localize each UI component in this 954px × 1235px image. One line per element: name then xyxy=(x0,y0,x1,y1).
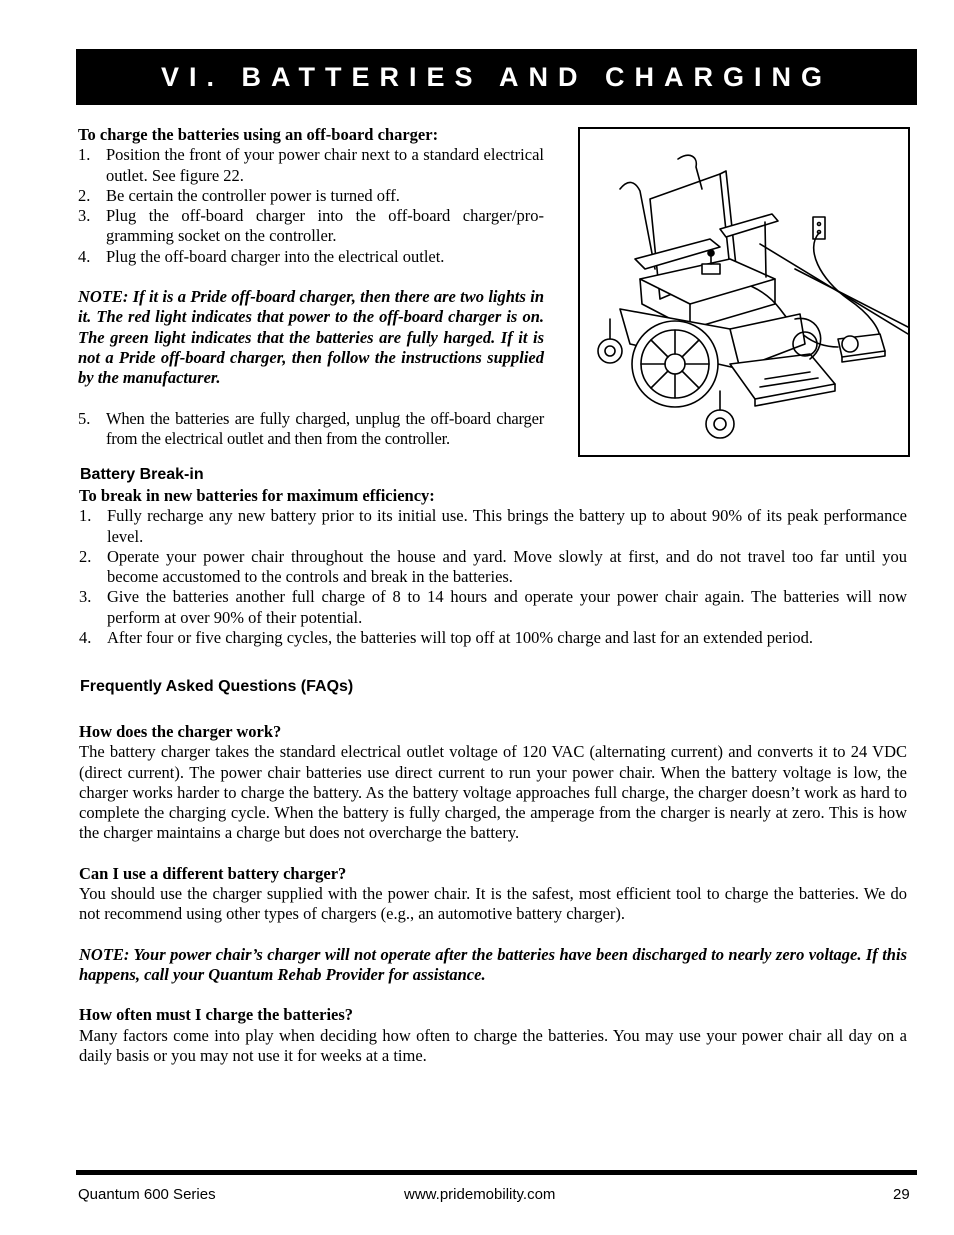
faq-question-3: How often must I charge the batteries? xyxy=(79,1005,354,1025)
list-item: 5. When the batteries are fully charged, unplug the off-board charger from the electrical outlet and then from the controller. xyxy=(78,408,544,448)
footer-website: www.pridemobility.com xyxy=(404,1186,556,1203)
power-chair-charging-figure xyxy=(578,127,910,457)
list-item: 1. Position the front of your power chair next to a standard electrical outlet. See figure 22. xyxy=(78,145,544,185)
faq-answer-3: Many factors come into play when deciding how often to charge the batteries. You may use your power chair all day on a daily basis or you may not use it for weeks at a time. xyxy=(79,1025,907,1065)
breakin-steps xyxy=(79,506,907,648)
breakin-section xyxy=(79,486,907,648)
list-item: 4. After four or five charging cycles, the batteries will top off at 100% charge and last for an extended period. xyxy=(79,628,814,648)
faq-question-1: How does the charger work? xyxy=(79,722,282,741)
offboard-step5 xyxy=(78,409,544,450)
power-chair-illustration xyxy=(580,129,908,455)
offboard-section xyxy=(78,125,544,449)
offboard-heading: To charge the batteries using an off-board charger: xyxy=(78,125,439,144)
list-item: 3. Give the batteries another full charge of 8 to 14 hours and operate your power chair again. The batteries will now perform at over 90% of their potential. xyxy=(79,587,907,627)
footer-series: Quantum 600 Series xyxy=(78,1186,216,1203)
faq-heading: Frequently Asked Questions (FAQs) xyxy=(80,678,354,695)
breakin-subheading: To break in new batteries for maximum efficiency: xyxy=(79,486,435,505)
breakin-heading: Battery Break-in xyxy=(80,466,204,483)
faq-question-2: Can I use a different battery charger? xyxy=(79,863,347,883)
faq-section xyxy=(79,722,907,1066)
offboard-note: NOTE: If it is a Pride off-board charger, then there are two lights in it. The red light indicates that power to the off-board charger is on. The green light indicates that the batteries are fully harged. If it is not a Pride off-board charger, then follow the instructions supplied by the manufacturer. xyxy=(78,287,544,388)
section-title: VI. BATTERIES AND CHARGING xyxy=(160,61,832,92)
offboard-steps xyxy=(78,145,544,267)
list-item: 1. Fully recharge any new battery prior to its initial use. This brings the battery up to about 90% of its peak performance level. xyxy=(79,506,907,546)
page-number: 29 xyxy=(893,1186,910,1203)
footer-rule xyxy=(76,1170,917,1175)
faq-note: NOTE: Your power chair’s charger will not operate after the batteries have been discharged to nearly zero voltage. If this happens, call your Quantum Rehab Provider for assistance. xyxy=(79,944,907,984)
section-title-banner xyxy=(76,49,917,105)
list-item: 2. Be certain the controller power is turned off. xyxy=(78,185,400,205)
faq-answer-2: You should use the charger supplied with the power chair. It is the safest, most efficient tool to charge the batteries. We do not recommend using other types of chargers (e.g., an automotive battery charger). xyxy=(79,884,907,924)
list-item: 3. Plug the off-board charger into the off-board charger/pro-gramming socket on the controller. xyxy=(78,206,544,246)
faq-answer-1: The battery charger takes the standard electrical outlet voltage of 120 VAC (alternating current) and converts it to 24 VDC (direct current). The power chair batteries use direct current to run your power chair. When the battery voltage is low, the charger works harder to charge the battery. As the battery voltage approaches full charge, the charger doesn’t work as hard to complete the charging cycle. When the battery is fully charged, the amperage from the charger is nearly at zero. This is how the charger maintains a charge but does not overcharge the battery. xyxy=(79,742,907,843)
list-item: 4. Plug the off-board charger into the electrical outlet. xyxy=(78,246,445,266)
list-item: 2. Operate your power chair throughout the house and yard. Move slowly at first, and do not travel too far until you become accustomed to the controls and break in the batteries. xyxy=(79,546,907,587)
